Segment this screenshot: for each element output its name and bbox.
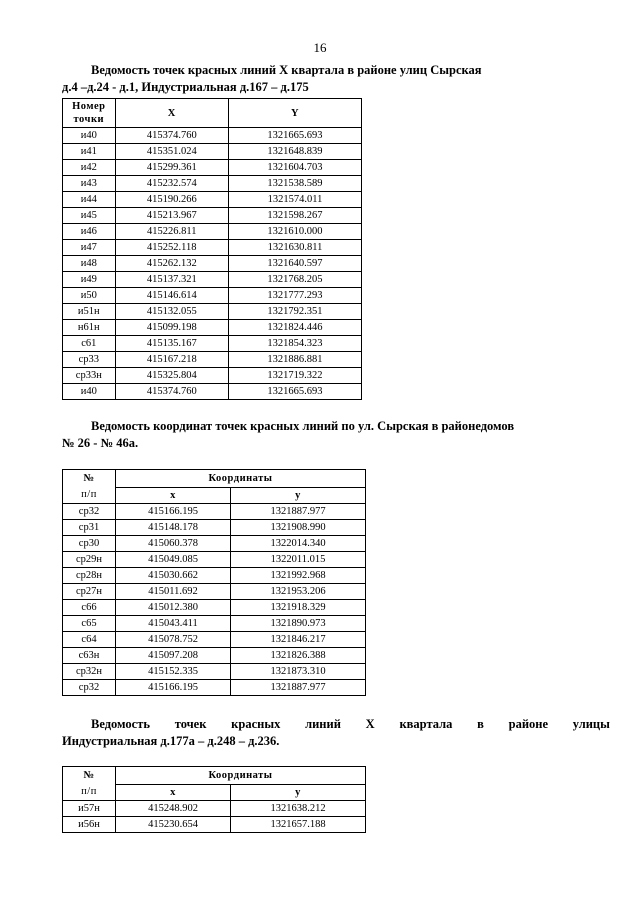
- point-id-cell: с66: [63, 600, 116, 616]
- y-cell: 1321953.206: [231, 584, 366, 600]
- section1-heading: [62, 62, 610, 96]
- header-x: х: [116, 785, 231, 801]
- header-y: у: [231, 785, 366, 801]
- point-id-cell: и47: [63, 240, 116, 256]
- table-row: [63, 648, 366, 664]
- y-cell: 1321638.212: [231, 801, 366, 817]
- header-y: у: [231, 488, 366, 504]
- y-cell: 1321604.703: [228, 160, 361, 176]
- x-cell: 415099.198: [115, 320, 228, 336]
- header-y: Y: [228, 99, 361, 128]
- table-row: [63, 240, 362, 256]
- x-cell: 415011.692: [116, 584, 231, 600]
- x-cell: 415166.195: [116, 504, 231, 520]
- x-cell: 415132.055: [115, 304, 228, 320]
- table-row: [63, 552, 366, 568]
- table-row: [63, 304, 362, 320]
- point-id-cell: и41: [63, 144, 116, 160]
- y-cell: 1321992.968: [231, 568, 366, 584]
- point-id-cell: и57н: [63, 801, 116, 817]
- point-id-cell: ср33н: [63, 368, 116, 384]
- point-id-cell: и43: [63, 176, 116, 192]
- header-number-pp: п/п: [81, 488, 97, 500]
- table-row: [63, 336, 362, 352]
- y-cell: 1321598.267: [228, 208, 361, 224]
- section3-title-line2: Индустриальная д.177а – д.248 – д.236.: [62, 734, 280, 748]
- title-word: в: [477, 717, 484, 731]
- y-cell: 1321665.693: [228, 128, 361, 144]
- y-cell: 1321574.011: [228, 192, 361, 208]
- header-number-pp: п/п: [81, 785, 97, 797]
- y-cell: 1321657.188: [231, 817, 366, 833]
- point-id-cell: ср32: [63, 680, 116, 696]
- x-cell: 415190.266: [115, 192, 228, 208]
- section2-table: [62, 469, 366, 696]
- x-cell: 415146.614: [115, 288, 228, 304]
- title-word: районе: [508, 717, 549, 731]
- table-row: [63, 208, 362, 224]
- table-row: [63, 144, 362, 160]
- title-word: Х: [365, 717, 375, 731]
- x-cell: 415060.378: [116, 536, 231, 552]
- x-cell: 415374.760: [115, 384, 228, 400]
- x-cell: 415167.218: [115, 352, 228, 368]
- y-cell: 1321908.990: [231, 520, 366, 536]
- table-row: [63, 520, 366, 536]
- y-cell: 1321846.217: [231, 632, 366, 648]
- y-cell: 1321824.446: [228, 320, 361, 336]
- y-cell: 1321538.589: [228, 176, 361, 192]
- page-number: 16: [313, 40, 327, 55]
- x-cell: 415230.654: [116, 817, 231, 833]
- x-cell: 415252.118: [115, 240, 228, 256]
- x-cell: 415232.574: [115, 176, 228, 192]
- x-cell: 415248.902: [116, 801, 231, 817]
- y-cell: 1321854.323: [228, 336, 361, 352]
- y-cell: 1321826.388: [231, 648, 366, 664]
- section2-title-line2: № 26 - № 46а.: [62, 436, 139, 450]
- table-row: [63, 256, 362, 272]
- table-row: [63, 160, 362, 176]
- header-coordinates: Координаты: [116, 767, 366, 785]
- y-cell: 1321918.329: [231, 600, 366, 616]
- x-cell: 415135.167: [115, 336, 228, 352]
- section3-title-line1: [62, 716, 610, 733]
- point-id-cell: и46: [63, 224, 116, 240]
- x-cell: 415166.195: [116, 680, 231, 696]
- x-cell: 415152.335: [116, 664, 231, 680]
- x-cell: 415049.085: [116, 552, 231, 568]
- header-point-number: Номер точки: [63, 99, 116, 128]
- y-cell: 1322014.340: [231, 536, 366, 552]
- table-row: [63, 616, 366, 632]
- y-cell: 1321630.811: [228, 240, 361, 256]
- table-row: [63, 801, 366, 817]
- x-cell: 415299.361: [115, 160, 228, 176]
- y-cell: 1321648.839: [228, 144, 361, 160]
- y-cell: 1321768.205: [228, 272, 361, 288]
- x-cell: 415030.662: [116, 568, 231, 584]
- title-word: красных: [231, 717, 281, 731]
- x-cell: 415226.811: [115, 224, 228, 240]
- table-row: [63, 680, 366, 696]
- header-number: [63, 767, 116, 801]
- x-cell: 415351.024: [115, 144, 228, 160]
- x-cell: 415078.752: [116, 632, 231, 648]
- title-word: улицы: [572, 717, 610, 731]
- table-row: [63, 192, 362, 208]
- y-cell: 1321792.351: [228, 304, 361, 320]
- point-id-cell: и42: [63, 160, 116, 176]
- point-id-cell: и40: [63, 384, 116, 400]
- table-row: [63, 320, 362, 336]
- table-row: [63, 584, 366, 600]
- title-word: линий: [305, 717, 341, 731]
- title-word: квартала: [399, 717, 453, 731]
- header-coordinates: Координаты: [116, 470, 366, 488]
- header-number-sign: №: [83, 769, 95, 781]
- x-cell: 415148.178: [116, 520, 231, 536]
- header-number-sign: №: [83, 472, 95, 484]
- y-cell: 1321777.293: [228, 288, 361, 304]
- x-cell: 415325.804: [115, 368, 228, 384]
- point-id-cell: с61: [63, 336, 116, 352]
- section1-title-line2: д.4 –д.24 - д.1, Индустриальная д.167 – д.175: [62, 80, 309, 94]
- x-cell: 415213.967: [115, 208, 228, 224]
- table-row: [63, 632, 366, 648]
- point-id-cell: с64: [63, 632, 116, 648]
- section3-heading: [62, 716, 610, 750]
- point-id-cell: и48: [63, 256, 116, 272]
- table-row: [63, 368, 362, 384]
- x-cell: 415043.411: [116, 616, 231, 632]
- point-id-cell: с65: [63, 616, 116, 632]
- header-number: [63, 470, 116, 504]
- table-row: [63, 288, 362, 304]
- y-cell: 1321873.310: [231, 664, 366, 680]
- point-id-cell: с63н: [63, 648, 116, 664]
- point-id-cell: ср33: [63, 352, 116, 368]
- point-id-cell: н61н: [63, 320, 116, 336]
- table-row: [63, 664, 366, 680]
- point-id-cell: ср27н: [63, 584, 116, 600]
- point-id-cell: ср29н: [63, 552, 116, 568]
- y-cell: 1322011.015: [231, 552, 366, 568]
- point-id-cell: и56н: [63, 817, 116, 833]
- header-x: Х: [115, 99, 228, 128]
- table-row: [63, 504, 366, 520]
- y-cell: 1321887.977: [231, 680, 366, 696]
- point-id-cell: и45: [63, 208, 116, 224]
- table-row: [63, 568, 366, 584]
- section2-heading: [62, 418, 610, 452]
- table-row: [63, 600, 366, 616]
- x-cell: 415262.132: [115, 256, 228, 272]
- section3-table: [62, 766, 366, 833]
- table-row: [63, 536, 366, 552]
- y-cell: 1321665.693: [228, 384, 361, 400]
- point-id-cell: и44: [63, 192, 116, 208]
- point-id-cell: и49: [63, 272, 116, 288]
- y-cell: 1321887.977: [231, 504, 366, 520]
- section1-title-line1: Ведомость точек красных линий Х квартала в районе улиц Сырская: [91, 63, 482, 77]
- point-id-cell: и51н: [63, 304, 116, 320]
- y-cell: 1321719.322: [228, 368, 361, 384]
- table-row: [63, 817, 366, 833]
- point-id-cell: и50: [63, 288, 116, 304]
- table-row: [63, 128, 362, 144]
- section2-title-line1: Ведомость координат точек красных линий по ул. Сырская в районедомов: [91, 419, 515, 433]
- section1-table: [62, 98, 362, 400]
- point-id-cell: ср31: [63, 520, 116, 536]
- point-id-cell: ср28н: [63, 568, 116, 584]
- table-row: [63, 176, 362, 192]
- x-cell: 415374.760: [115, 128, 228, 144]
- y-cell: 1321886.881: [228, 352, 361, 368]
- table-row: [63, 352, 362, 368]
- title-word: Ведомость: [91, 717, 150, 731]
- x-cell: 415012.380: [116, 600, 231, 616]
- table-row: [63, 224, 362, 240]
- x-cell: 415137.321: [115, 272, 228, 288]
- x-cell: 415097.208: [116, 648, 231, 664]
- point-id-cell: и40: [63, 128, 116, 144]
- title-word: точек: [174, 717, 207, 731]
- point-id-cell: ср32: [63, 504, 116, 520]
- point-id-cell: ср32н: [63, 664, 116, 680]
- table-row: [63, 384, 362, 400]
- table-row: [63, 272, 362, 288]
- point-id-cell: ср30: [63, 536, 116, 552]
- header-x: х: [116, 488, 231, 504]
- y-cell: 1321610.000: [228, 224, 361, 240]
- y-cell: 1321890.973: [231, 616, 366, 632]
- y-cell: 1321640.597: [228, 256, 361, 272]
